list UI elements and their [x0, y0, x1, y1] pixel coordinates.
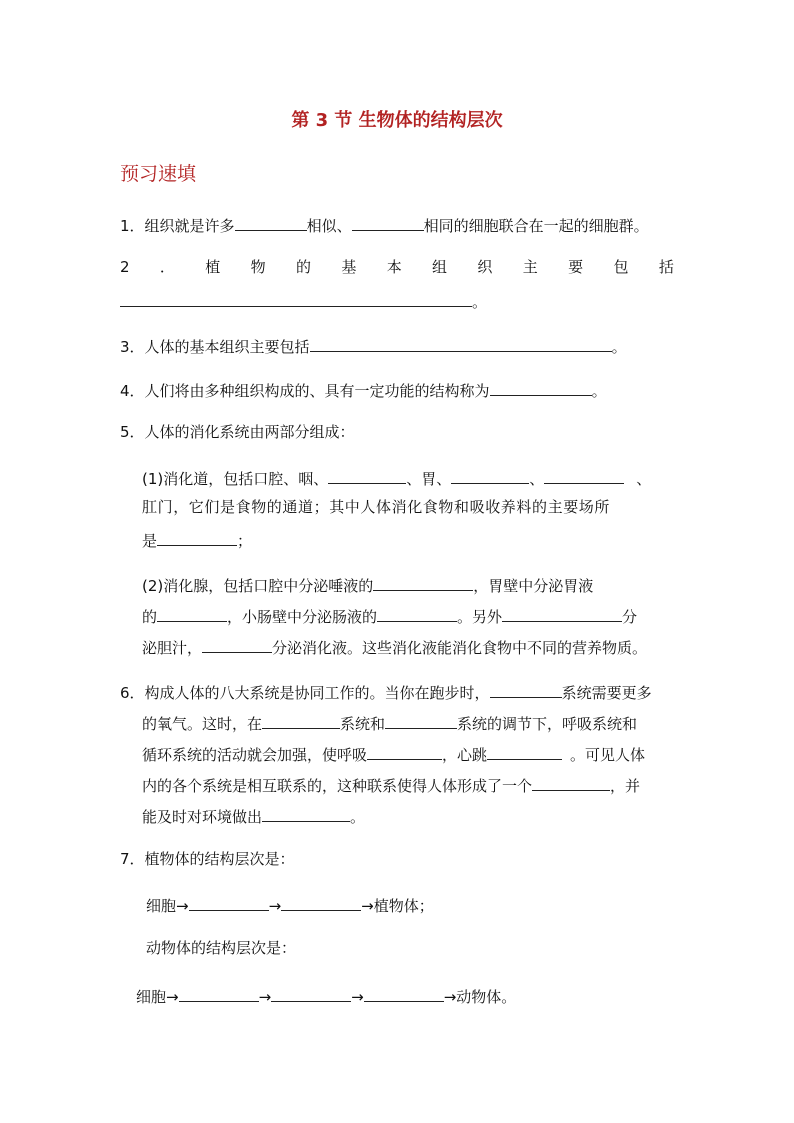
question-text: 构成人体的八大系统是协同工作的。当你在跑步时， [144, 684, 490, 702]
question-text: 系统需要更多 [561, 684, 652, 702]
question-char: 包 [613, 258, 629, 276]
question-text: 是 [142, 532, 158, 550]
question-text: 、胃、 [406, 470, 452, 488]
answer-blank[interactable] [377, 603, 457, 622]
answer-blank[interactable] [352, 212, 424, 231]
question-text: ，心跳 [442, 746, 488, 764]
question-text: →动物体。 [443, 988, 517, 1006]
question-text: 能及时对环境做出 [142, 808, 263, 826]
question-text: 人体的消化系统由两部分组成： [144, 423, 355, 441]
question-number: 3． [120, 338, 145, 356]
question-char: 组 [432, 258, 448, 276]
question-text: ，胃壁中分泌胃液 [473, 577, 594, 595]
question-text: 、 [636, 470, 652, 488]
question-text: 的 [142, 608, 158, 626]
question-5-part-1-end [142, 527, 252, 552]
question-text: 系统的调节下，呼吸系统和 [457, 715, 638, 733]
question-text: 动物体的结构层次是： [146, 939, 297, 957]
arrow-text: → [351, 988, 364, 1006]
answer-blank[interactable] [364, 983, 444, 1002]
answer-blank[interactable] [189, 892, 269, 911]
answer-blank[interactable] [271, 983, 351, 1002]
question-char: 物 [250, 258, 266, 276]
answer-blank[interactable] [502, 603, 622, 622]
question-text: 。 [350, 808, 366, 826]
question-char: 的 [295, 258, 311, 276]
question-text: 细胞→ [146, 897, 189, 915]
answer-blank[interactable] [544, 465, 624, 484]
answer-blank[interactable] [157, 527, 237, 546]
question-5-part-1 [142, 465, 651, 490]
answer-blank[interactable] [532, 772, 610, 791]
question-6-line-5 [142, 803, 365, 828]
answer-blank[interactable] [157, 603, 227, 622]
section-title: 预习速填 [120, 163, 197, 185]
answer-blank[interactable] [310, 333, 612, 352]
arrow-text: → [268, 897, 282, 915]
question-text: 肛门，它们是食物的通道；其中人体消化食物和吸收养料的主要场所 [142, 498, 611, 516]
question-char: 要 [568, 258, 584, 276]
question-text: 人体的基本组织主要包括 [144, 338, 310, 356]
answer-blank[interactable] [262, 803, 350, 822]
answer-blank[interactable] [487, 741, 562, 760]
question-text: 分 [622, 608, 638, 626]
answer-blank[interactable] [281, 892, 361, 911]
arrow-text: → [258, 988, 272, 1006]
question-text: 。 [611, 338, 627, 356]
question-text: 细胞→ [136, 988, 179, 1006]
question-text: (1)消化道，包括口腔、咽、 [142, 470, 329, 488]
question-6 [120, 679, 652, 704]
question-text: 的氧气。这时，在 [142, 715, 263, 733]
question-2 [120, 256, 674, 278]
question-6-line-2 [142, 710, 637, 735]
question-char: ． [159, 258, 175, 276]
plant-hierarchy [146, 892, 434, 917]
question-1 [120, 212, 649, 237]
question-text: 人们将由多种组织构成的、具有一定功能的结构称为 [144, 382, 490, 400]
question-char: 括 [658, 258, 674, 276]
question-6-line-4 [142, 772, 640, 797]
question-number: 6． [120, 684, 145, 702]
question-text: (2)消化腺，包括口腔中分泌唾液的 [142, 577, 374, 595]
question-char: 基 [341, 258, 357, 276]
question-text: 相似、 [306, 217, 352, 235]
question-text: ，小肠壁中分泌肠液的 [227, 608, 378, 626]
question-text: 、 [529, 470, 545, 488]
question-number: 4． [120, 382, 145, 400]
question-char: 主 [522, 258, 538, 276]
question-text: ，并 [610, 777, 641, 795]
question-text: 组织就是许多 [144, 217, 235, 235]
question-text: 循环系统的活动就会加强，使呼吸 [142, 746, 368, 764]
answer-blank[interactable] [328, 465, 406, 484]
question-text: 相同的细胞联合在一起的细胞群。 [423, 217, 649, 235]
answer-blank[interactable] [262, 710, 340, 729]
question-text: →植物体； [361, 897, 434, 915]
question-5-part-2 [142, 572, 593, 597]
question-4 [120, 377, 607, 402]
question-text: 分泌消化液。这些消化液能消化食物中不同的营养物质。 [272, 639, 648, 657]
question-7 [120, 848, 295, 870]
page-title: 第 3 节 生物体的结构层次 [291, 110, 503, 131]
question-6-line-3 [142, 741, 645, 766]
question-char: 本 [386, 258, 402, 276]
question-text: 。 [472, 293, 488, 311]
answer-blank[interactable] [367, 741, 442, 760]
question-text: 。可见人体 [570, 746, 646, 764]
answer-blank[interactable] [490, 679, 562, 698]
answer-blank[interactable] [179, 983, 259, 1002]
question-2-answer-line [120, 288, 487, 313]
question-text: 内的各个系统是相互联系的，这种联系使得人体形成了一个 [142, 777, 533, 795]
question-text: 泌胆汁， [142, 639, 203, 657]
question-number: 7． [120, 850, 145, 868]
answer-blank[interactable] [373, 572, 473, 591]
animal-hierarchy [136, 983, 516, 1008]
answer-blank[interactable] [235, 212, 307, 231]
question-number: 1． [120, 217, 145, 235]
question-text: 。另外 [457, 608, 503, 626]
animal-hierarchy-label [146, 937, 296, 959]
answer-blank[interactable] [385, 710, 457, 729]
answer-blank[interactable] [202, 634, 272, 653]
question-5 [120, 421, 355, 443]
question-5-part-2-end [142, 634, 647, 659]
question-text: ； [237, 532, 253, 550]
question-char: 2 [120, 258, 130, 276]
question-5-part-2-cont [142, 603, 637, 628]
question-char: 植 [205, 258, 221, 276]
question-text: 系统和 [340, 715, 386, 733]
question-3 [120, 333, 627, 358]
question-char: 织 [477, 258, 493, 276]
answer-blank[interactable] [120, 288, 472, 307]
answer-blank[interactable] [451, 465, 529, 484]
question-number: 5． [120, 423, 145, 441]
question-text: 植物体的结构层次是： [144, 850, 295, 868]
question-5-part-1-cont [142, 496, 610, 518]
answer-blank[interactable] [490, 377, 592, 396]
question-text: 。 [591, 382, 607, 400]
